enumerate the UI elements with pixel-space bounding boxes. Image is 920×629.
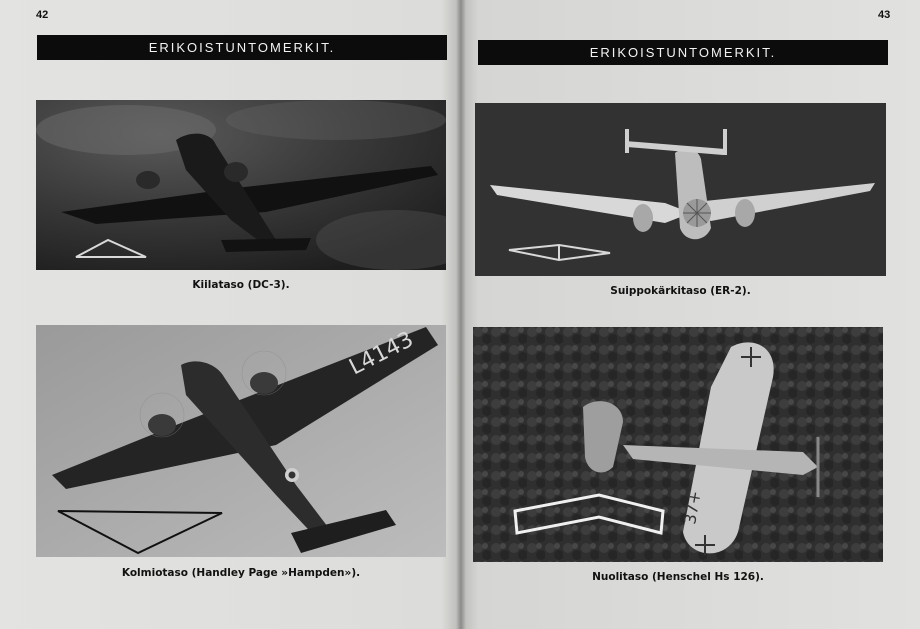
page-number-right: 43 (878, 9, 891, 21)
hs126-photo-graphic (473, 327, 883, 562)
caption-dc3: Kiilataso (DC-3). (192, 279, 290, 291)
page-number-left: 42 (36, 9, 49, 21)
photo-hampden (36, 325, 446, 557)
caption-hs126: Nuolitaso (Henschel Hs 126). (592, 571, 764, 583)
caption-hampden: Kolmiotaso (Handley Page »Hampden»). (121, 567, 361, 579)
photo-er2 (475, 103, 886, 276)
page-header-right: ERIKOISTUNTOMERKIT. (478, 40, 888, 65)
dc3-photo-graphic (36, 100, 446, 270)
hs126-marking: 37+ (680, 489, 705, 526)
page-header-left: ERIKOISTUNTOMERKIT. (37, 35, 447, 60)
hampden-marking: L4143 (345, 327, 418, 381)
hampden-photo-graphic (36, 325, 446, 557)
photo-hs126 (473, 327, 883, 562)
caption-er2: Suippokärkitaso (ER-2). (610, 285, 751, 297)
er2-photo-graphic (475, 103, 886, 276)
photo-dc3 (36, 100, 446, 270)
book-gutter (456, 0, 466, 629)
